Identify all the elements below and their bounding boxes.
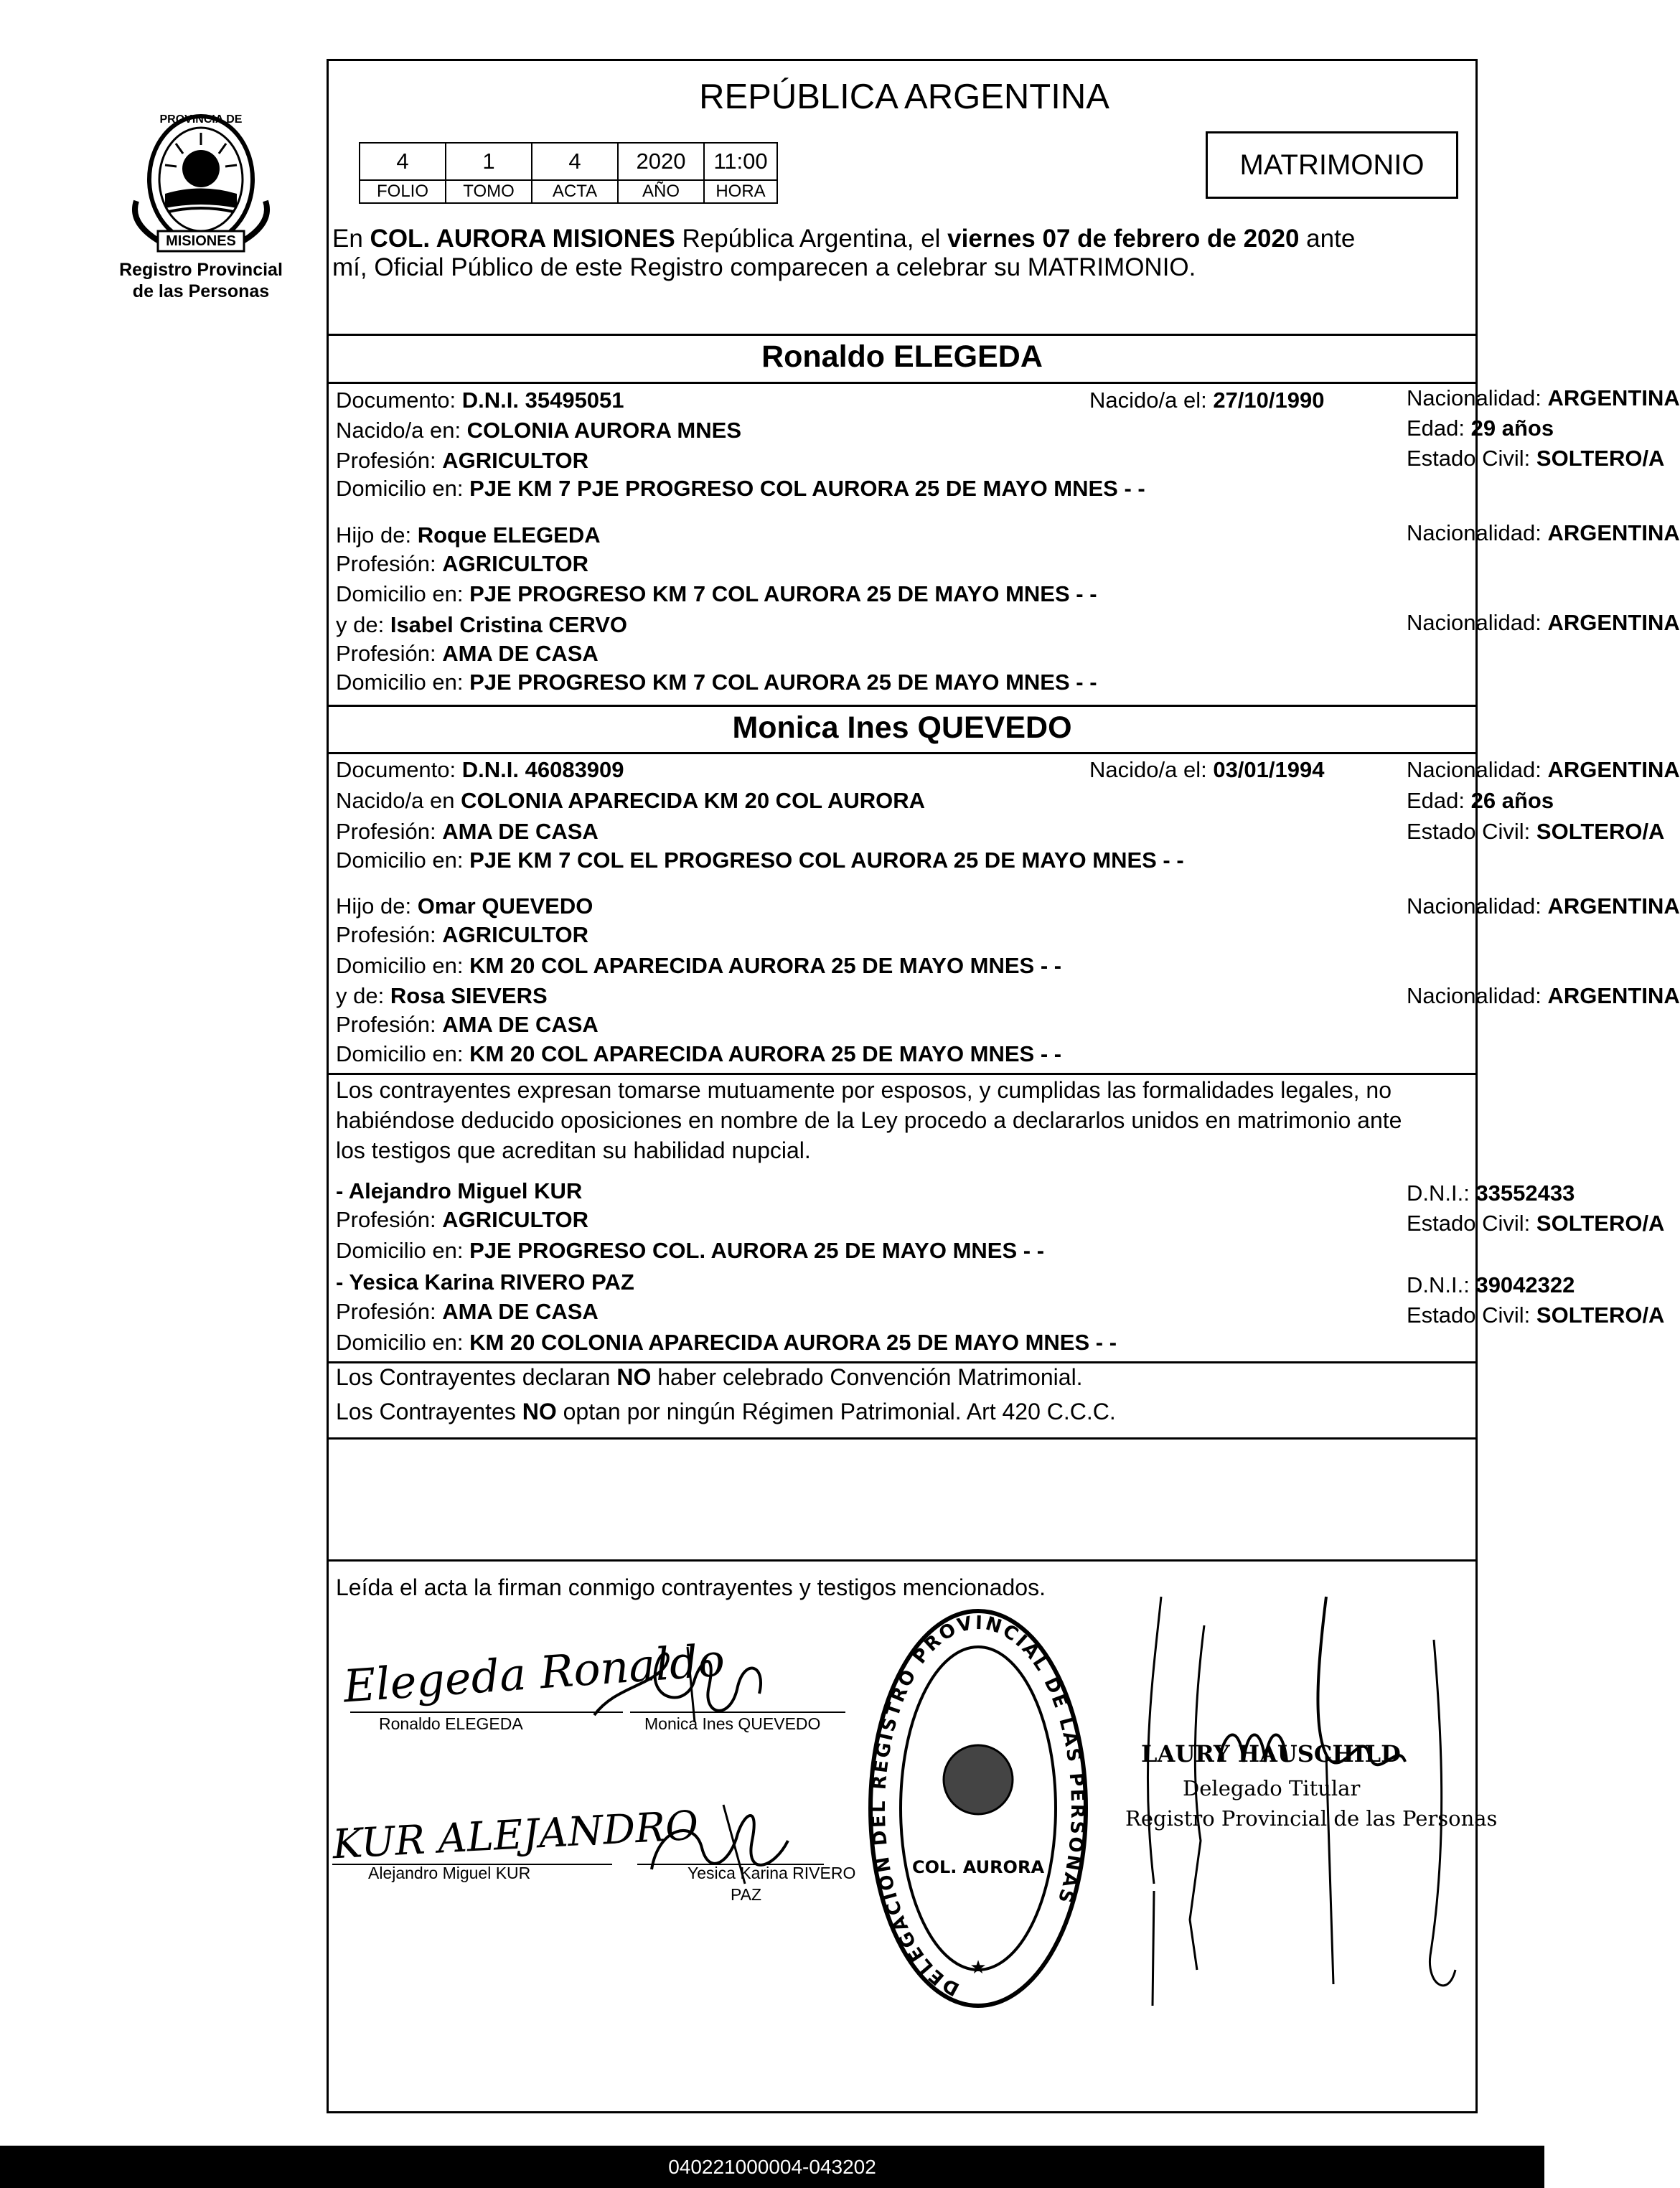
value: COLONIA AURORA MNES — [466, 418, 741, 443]
label: Domicilio en: — [336, 1238, 470, 1263]
value: AMA DE CASA — [442, 641, 599, 666]
bride-document — [336, 757, 624, 783]
witness2-profession — [336, 1299, 599, 1325]
closing-statement: Leída el acta la firman conmigo contrayentes y testigos mencionados. — [336, 1574, 1046, 1600]
value: 27/10/1990 — [1213, 388, 1325, 413]
label: Profesión: — [336, 641, 443, 666]
value: Roque ELEGEDA — [417, 522, 601, 548]
divider — [329, 1361, 1475, 1363]
record-meta-table — [359, 142, 778, 204]
certificate-frame — [327, 59, 1680, 2113]
value: AGRICULTOR — [442, 448, 588, 473]
witness2-signature-caption-line1: Yesica Karina RIVERO — [688, 1864, 856, 1882]
record-type: MATRIMONIO — [1239, 149, 1425, 181]
document-title: REPÚBLICA ARGENTINA — [699, 78, 1109, 116]
label: y de: — [336, 983, 390, 1008]
witness1-address — [336, 1238, 1044, 1264]
value: ARGENTINA — [1547, 757, 1680, 782]
witness1-signature: KUR ALEJANDRO — [331, 1802, 700, 1869]
emphasis: NO — [522, 1399, 557, 1424]
value: SOLTERO/A — [1536, 819, 1665, 844]
divider — [329, 705, 1475, 707]
label: Nacionalidad: — [1407, 983, 1548, 1008]
text: Los Contrayentes declaran — [336, 1364, 617, 1390]
value: AMA DE CASA — [442, 1299, 599, 1324]
value: ARGENTINA — [1547, 610, 1680, 635]
value: - Yesica Karina RIVERO PAZ — [336, 1269, 634, 1295]
label: D.N.I.: — [1407, 1180, 1476, 1206]
label: Hijo de: — [336, 522, 418, 548]
value: PJE KM 7 COL EL PROGRESO COL AURORA 25 DE MAYO MNES - - — [469, 848, 1184, 873]
tomo-label: TOMO — [446, 180, 532, 203]
groom-civil-status — [1407, 446, 1664, 471]
witness1-signature-caption: Alejandro Miguel KUR — [368, 1864, 531, 1882]
text: optan por ningún Régimen Patrimonial. Art 420 C.C.C. — [556, 1399, 1116, 1424]
bride-mother-address — [336, 1041, 1061, 1067]
value: D.N.I. 46083909 — [461, 757, 624, 782]
groom-age — [1407, 415, 1554, 441]
emphasis: NO — [616, 1364, 652, 1390]
value: ARGENTINA — [1547, 893, 1680, 919]
intro-line1 — [332, 225, 1355, 253]
value: PJE KM 7 PJE PROGRESO COL AURORA 25 DE MAYO MNES - - — [469, 476, 1145, 501]
value: ARGENTINA — [1547, 520, 1680, 545]
logo-caption-line1: Registro Provincial — [119, 260, 283, 280]
folio-value: 4 — [360, 143, 446, 180]
witness1-dni — [1407, 1180, 1575, 1206]
witness2-signature-caption-line2: PAZ — [731, 1885, 762, 1904]
value: AGRICULTOR — [442, 1207, 588, 1232]
label: Documento: — [336, 757, 462, 782]
value: PJE PROGRESO KM 7 COL AURORA 25 DE MAYO MNES - - — [469, 581, 1097, 606]
groom-name-heading: Ronaldo ELEGEDA — [761, 339, 1043, 374]
groom-mother-nationality — [1407, 610, 1680, 636]
label: Domicilio en: — [336, 848, 470, 873]
bride-age — [1407, 788, 1554, 814]
record-type-box — [1206, 131, 1458, 199]
seal-text-bottom: MISIONES — [166, 233, 236, 249]
value: 39042322 — [1475, 1272, 1575, 1297]
stamp-center-text: COL. AURORA — [911, 1857, 1045, 1877]
value: PJE PROGRESO COL. AURORA 25 DE MAYO MNES - - — [469, 1238, 1045, 1263]
divider — [329, 1559, 1475, 1562]
label: Nacionalidad: — [1407, 757, 1548, 782]
label: Estado Civil: — [1407, 819, 1536, 844]
label: Nacionalidad: — [1407, 893, 1548, 919]
label: Domicilio en: — [336, 670, 470, 695]
groom-father-nationality — [1407, 520, 1680, 546]
intro-line2: mí, Oficial Público de este Registro comparecen a celebrar su MATRIMONIO. — [332, 253, 1196, 281]
document-footer-code: 040221000004-043202 — [0, 2146, 1544, 2188]
bride-signature-caption: Monica Ines QUEVEDO — [644, 1714, 821, 1733]
bride-name-heading: Monica Ines QUEVEDO — [732, 710, 1072, 745]
witness2-name — [336, 1269, 634, 1295]
label: Profesión: — [336, 448, 443, 473]
value: PJE PROGRESO KM 7 COL AURORA 25 DE MAYO MNES - - — [469, 670, 1097, 695]
value: KM 20 COLONIA APARECIDA AURORA 25 DE MAYO MNES - - — [469, 1330, 1117, 1355]
groom-father — [336, 522, 601, 548]
stamp-emblem-icon — [944, 1745, 1013, 1814]
label: D.N.I.: — [1407, 1272, 1476, 1297]
intro-text-b: República Argentina, el — [675, 225, 948, 253]
divider — [329, 1437, 1475, 1440]
bride-mother-nationality — [1407, 983, 1680, 1009]
bride-civil-status — [1407, 819, 1664, 845]
groom-mother-profession — [336, 641, 599, 667]
bride-mother — [336, 983, 548, 1009]
value: SOLTERO/A — [1536, 1302, 1665, 1328]
value: COLONIA APARECIDA KM 20 COL AURORA — [461, 788, 926, 813]
bride-nationality — [1407, 757, 1680, 783]
label: Nacionalidad: — [1407, 610, 1548, 635]
acta-value: 4 — [532, 143, 618, 180]
registry-logo — [108, 100, 294, 309]
label: Profesión: — [336, 1012, 443, 1037]
hora-value: 11:00 — [704, 143, 777, 180]
regime-statement — [336, 1399, 1116, 1424]
label: Profesión: — [336, 1299, 443, 1324]
witness1-name — [336, 1178, 582, 1204]
bride-father-address — [336, 953, 1061, 979]
groom-signature-caption: Ronaldo ELEGEDA — [379, 1714, 523, 1733]
divider — [329, 1073, 1475, 1075]
label: Nacido/a en: — [336, 418, 467, 443]
label: Nacido/a el: — [1089, 388, 1214, 413]
bride-mother-profession — [336, 1012, 599, 1038]
value: ARGENTINA — [1547, 385, 1680, 410]
convention-statement — [336, 1364, 1083, 1390]
bride-address — [336, 848, 1184, 873]
witness2-dni — [1407, 1272, 1575, 1298]
seal-text-top: PROVINCIA DE — [159, 113, 243, 126]
stamp-star-icon: ★ — [970, 1956, 987, 1978]
intro-text-c: ante — [1299, 225, 1356, 253]
witness1-profession — [336, 1207, 588, 1233]
value: D.N.I. 35495051 — [461, 388, 624, 413]
value: ARGENTINA — [1547, 983, 1680, 1008]
folio-label: FOLIO — [360, 180, 446, 203]
value: 33552433 — [1475, 1180, 1575, 1206]
label: Estado Civil: — [1407, 446, 1536, 471]
ano-label: AÑO — [618, 180, 704, 203]
logo-caption-line2: de las Personas — [132, 281, 270, 301]
text: haber celebrado Convención Matrimonial. — [651, 1364, 1083, 1390]
groom-father-profession — [336, 551, 588, 577]
delegation-stamp — [863, 1600, 1093, 2016]
signature-line — [350, 1712, 623, 1713]
groom-mother-address — [336, 670, 1097, 695]
bride-profession — [336, 819, 599, 845]
divider — [329, 382, 1475, 384]
bride-birth-place — [336, 788, 925, 814]
label: Nacido/a el: — [1089, 757, 1214, 782]
label: Estado Civil: — [1407, 1302, 1536, 1328]
bride-birth-date — [1089, 757, 1324, 783]
label: Profesión: — [336, 1207, 443, 1232]
witness2-address — [336, 1330, 1117, 1356]
label: Profesión: — [336, 819, 443, 844]
value: SOLTERO/A — [1536, 446, 1665, 471]
groom-nationality — [1407, 385, 1680, 411]
groom-signature: Elegeda Ronaldo — [342, 1633, 727, 1713]
label: Nacido/a en — [336, 788, 461, 813]
label: Nacionalidad: — [1407, 385, 1548, 410]
witness2-civil-status — [1407, 1302, 1664, 1328]
value: KM 20 COL APARECIDA AURORA 25 DE MAYO MNES - - — [469, 953, 1062, 978]
bride-father-profession — [336, 922, 588, 948]
value: AGRICULTOR — [442, 551, 588, 576]
value: SOLTERO/A — [1536, 1211, 1665, 1236]
groom-address — [336, 476, 1145, 502]
ano-value: 2020 — [618, 143, 704, 180]
witness1-civil-status — [1407, 1211, 1664, 1236]
value: 29 años — [1470, 415, 1554, 441]
groom-profession — [336, 448, 588, 474]
signature-line — [630, 1712, 845, 1713]
groom-birth-date — [1089, 388, 1324, 413]
intro-text-a: En — [332, 225, 370, 253]
label: Domicilio en: — [336, 476, 470, 501]
official-role: Delegado Titular — [1183, 1776, 1361, 1800]
value: Rosa SIEVERS — [390, 983, 548, 1008]
groom-father-address — [336, 581, 1097, 607]
label: Profesión: — [336, 551, 443, 576]
declaration-line3: los testigos que acreditan su habilidad nupcial. — [336, 1137, 811, 1163]
label: y de: — [336, 612, 390, 637]
value: AGRICULTOR — [442, 922, 588, 947]
divider — [329, 334, 1475, 336]
stamp-ring-text: DELEGACION DEL REGISTRO PROVINCIAL DE LAS PERSONAS — [868, 1612, 1089, 2000]
label: Domicilio en: — [336, 953, 470, 978]
declaration-line1: Los contrayentes expresan tomarse mutuamente por esposos, y cumplidas las formalidades legales, no — [336, 1077, 1392, 1103]
label: Edad: — [1407, 788, 1471, 813]
label: Hijo de: — [336, 893, 418, 919]
text: Los Contrayentes — [336, 1399, 522, 1424]
label: Edad: — [1407, 415, 1471, 441]
acta-label: ACTA — [532, 180, 618, 203]
bride-father-nationality — [1407, 893, 1680, 919]
intro-place: COL. AURORA MISIONES — [370, 225, 675, 253]
value: - Alejandro Miguel KUR — [336, 1178, 583, 1203]
official-organization: Registro Provincial de las Personas — [1125, 1806, 1498, 1831]
tomo-value: 1 — [446, 143, 532, 180]
declaration-line2: habiéndose deducido oposiciones en nombre de la Ley procedo a declararlos unidos en matrimonio ante — [336, 1107, 1402, 1133]
intro-date: viernes 07 de febrero de 2020 — [947, 225, 1300, 253]
bride-father — [336, 893, 593, 919]
value: Isabel Cristina CERVO — [390, 612, 628, 637]
label: Domicilio en: — [336, 1330, 470, 1355]
label: Estado Civil: — [1407, 1211, 1536, 1236]
value: AMA DE CASA — [442, 819, 599, 844]
label: Domicilio en: — [336, 1041, 470, 1066]
groom-document — [336, 388, 624, 413]
value: 03/01/1994 — [1213, 757, 1325, 782]
value: AMA DE CASA — [442, 1012, 599, 1037]
value: Omar QUEVEDO — [417, 893, 593, 919]
label: Nacionalidad: — [1407, 520, 1548, 545]
official-name: LAURY HAUSCHILD — [1141, 1740, 1401, 1767]
hora-label: HORA — [704, 180, 777, 203]
value: 26 años — [1470, 788, 1554, 813]
label: Documento: — [336, 388, 462, 413]
divider — [329, 752, 1475, 754]
groom-mother — [336, 612, 627, 638]
value: KM 20 COL APARECIDA AURORA 25 DE MAYO MNES - - — [469, 1041, 1062, 1066]
groom-birth-place — [336, 418, 741, 443]
label: Domicilio en: — [336, 581, 470, 606]
label: Profesión: — [336, 922, 443, 947]
